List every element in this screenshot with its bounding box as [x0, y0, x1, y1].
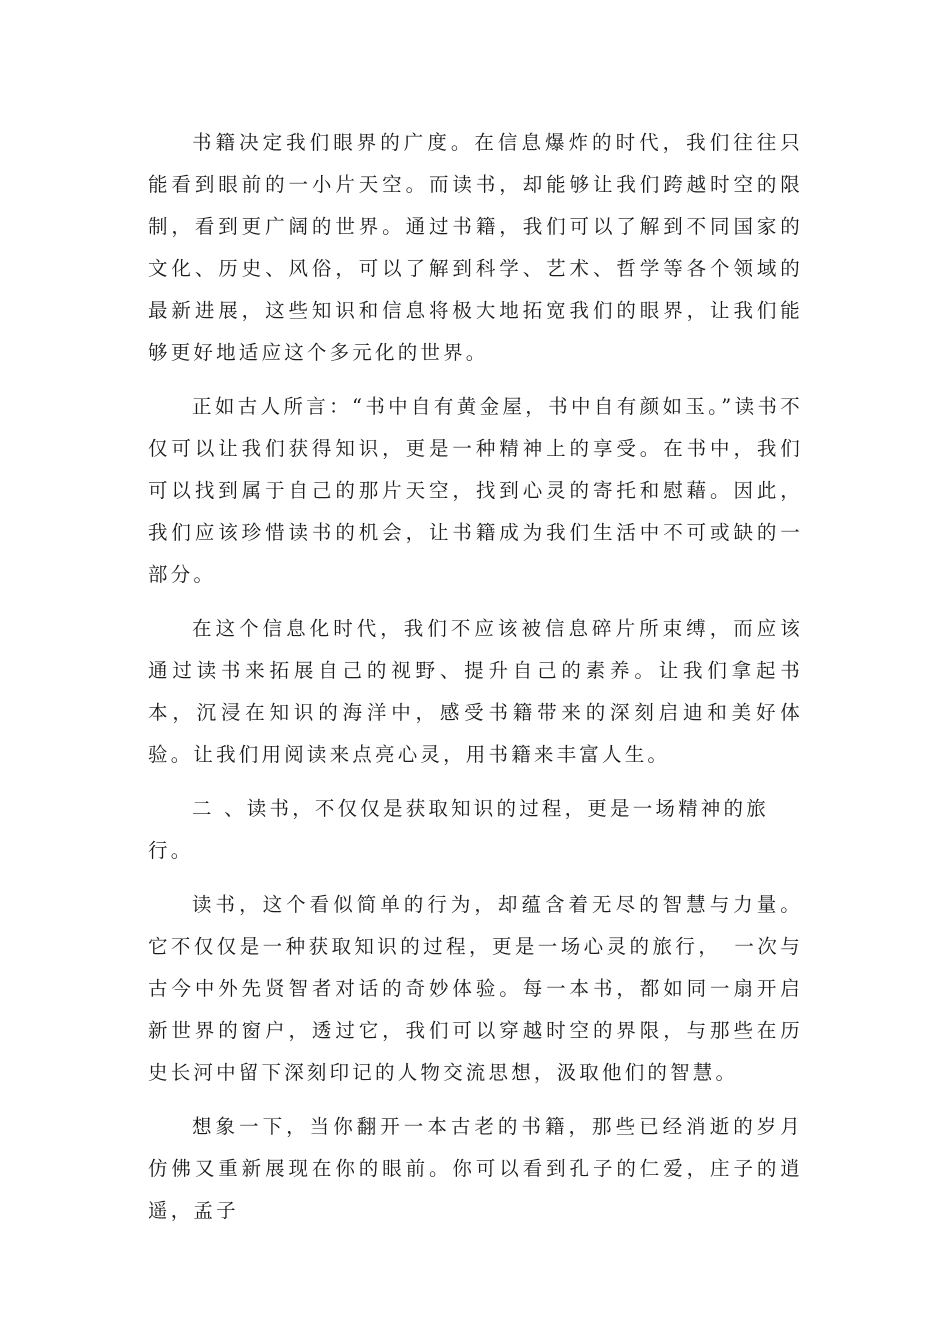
- document-body: [148, 122, 803, 1244]
- paragraph-information-age: 在这个信息化时代，我们不应该被信息碎片所束缚，而应该通过读书来拓展自己的视野、提升自己的素养。让我们拿起书本，沉浸在知识的海洋中，感受书籍带来的深刻启迪和美好体验。让我们用阅读来点亮心灵，用书籍来丰富人生。: [148, 617, 803, 766]
- paragraph-reading-journey: 读书，这个看似简单的行为，却蕴含着无尽的智慧与力量。它不仅仅是一种获取知识的过程，更是一场心灵的旅行， 一次与古今中外先贤智者对话的奇妙体验。每一本书，都如同一扇开启新世界的窗户，透过它，我们可以穿越时空的界限，与那些在历史长河中留下深刻印记的人物交流思想，汲取他们的智慧。: [148, 893, 803, 1084]
- paragraph-imagine: 想象一下，当你翻开一本古老的书籍，那些已经消逝的岁月仿佛又重新展现在你的眼前。你可以看到孔子的仁爱，庄子的逍遥，孟子: [148, 1115, 803, 1222]
- section-heading-two: 二 、读书，不仅仅是获取知识的过程，更是一场精神的旅行。: [148, 797, 769, 862]
- paragraph-broaden-horizons: 书籍决定我们眼界的广度。在信息爆炸的时代，我们往往只能看到眼前的一小片天空。而读书，却能够让我们跨越时空的限制，看到更广阔的世界。通过书籍，我们可以了解到不同国家的文化、历史、风俗，可以了解到科学、艺术、哲学等各个领域的最新进展，这些知识和信息将极大地拓宽我们的眼界，让我们能够更好地适应这个多元化的世界。: [148, 131, 803, 364]
- paragraph-ancient-saying: 正如古人所言：“书中自有黄金屋，书中自有颜如玉。”读书不仅可以让我们获得知识，更是一种精神上的享受。在书中，我们可以找到属于自己的那片天空，找到心灵的寄托和慰藉。因此，我们应该珍惜读书的机会，让书籍成为我们生活中不可或缺的一部分。: [148, 395, 803, 586]
